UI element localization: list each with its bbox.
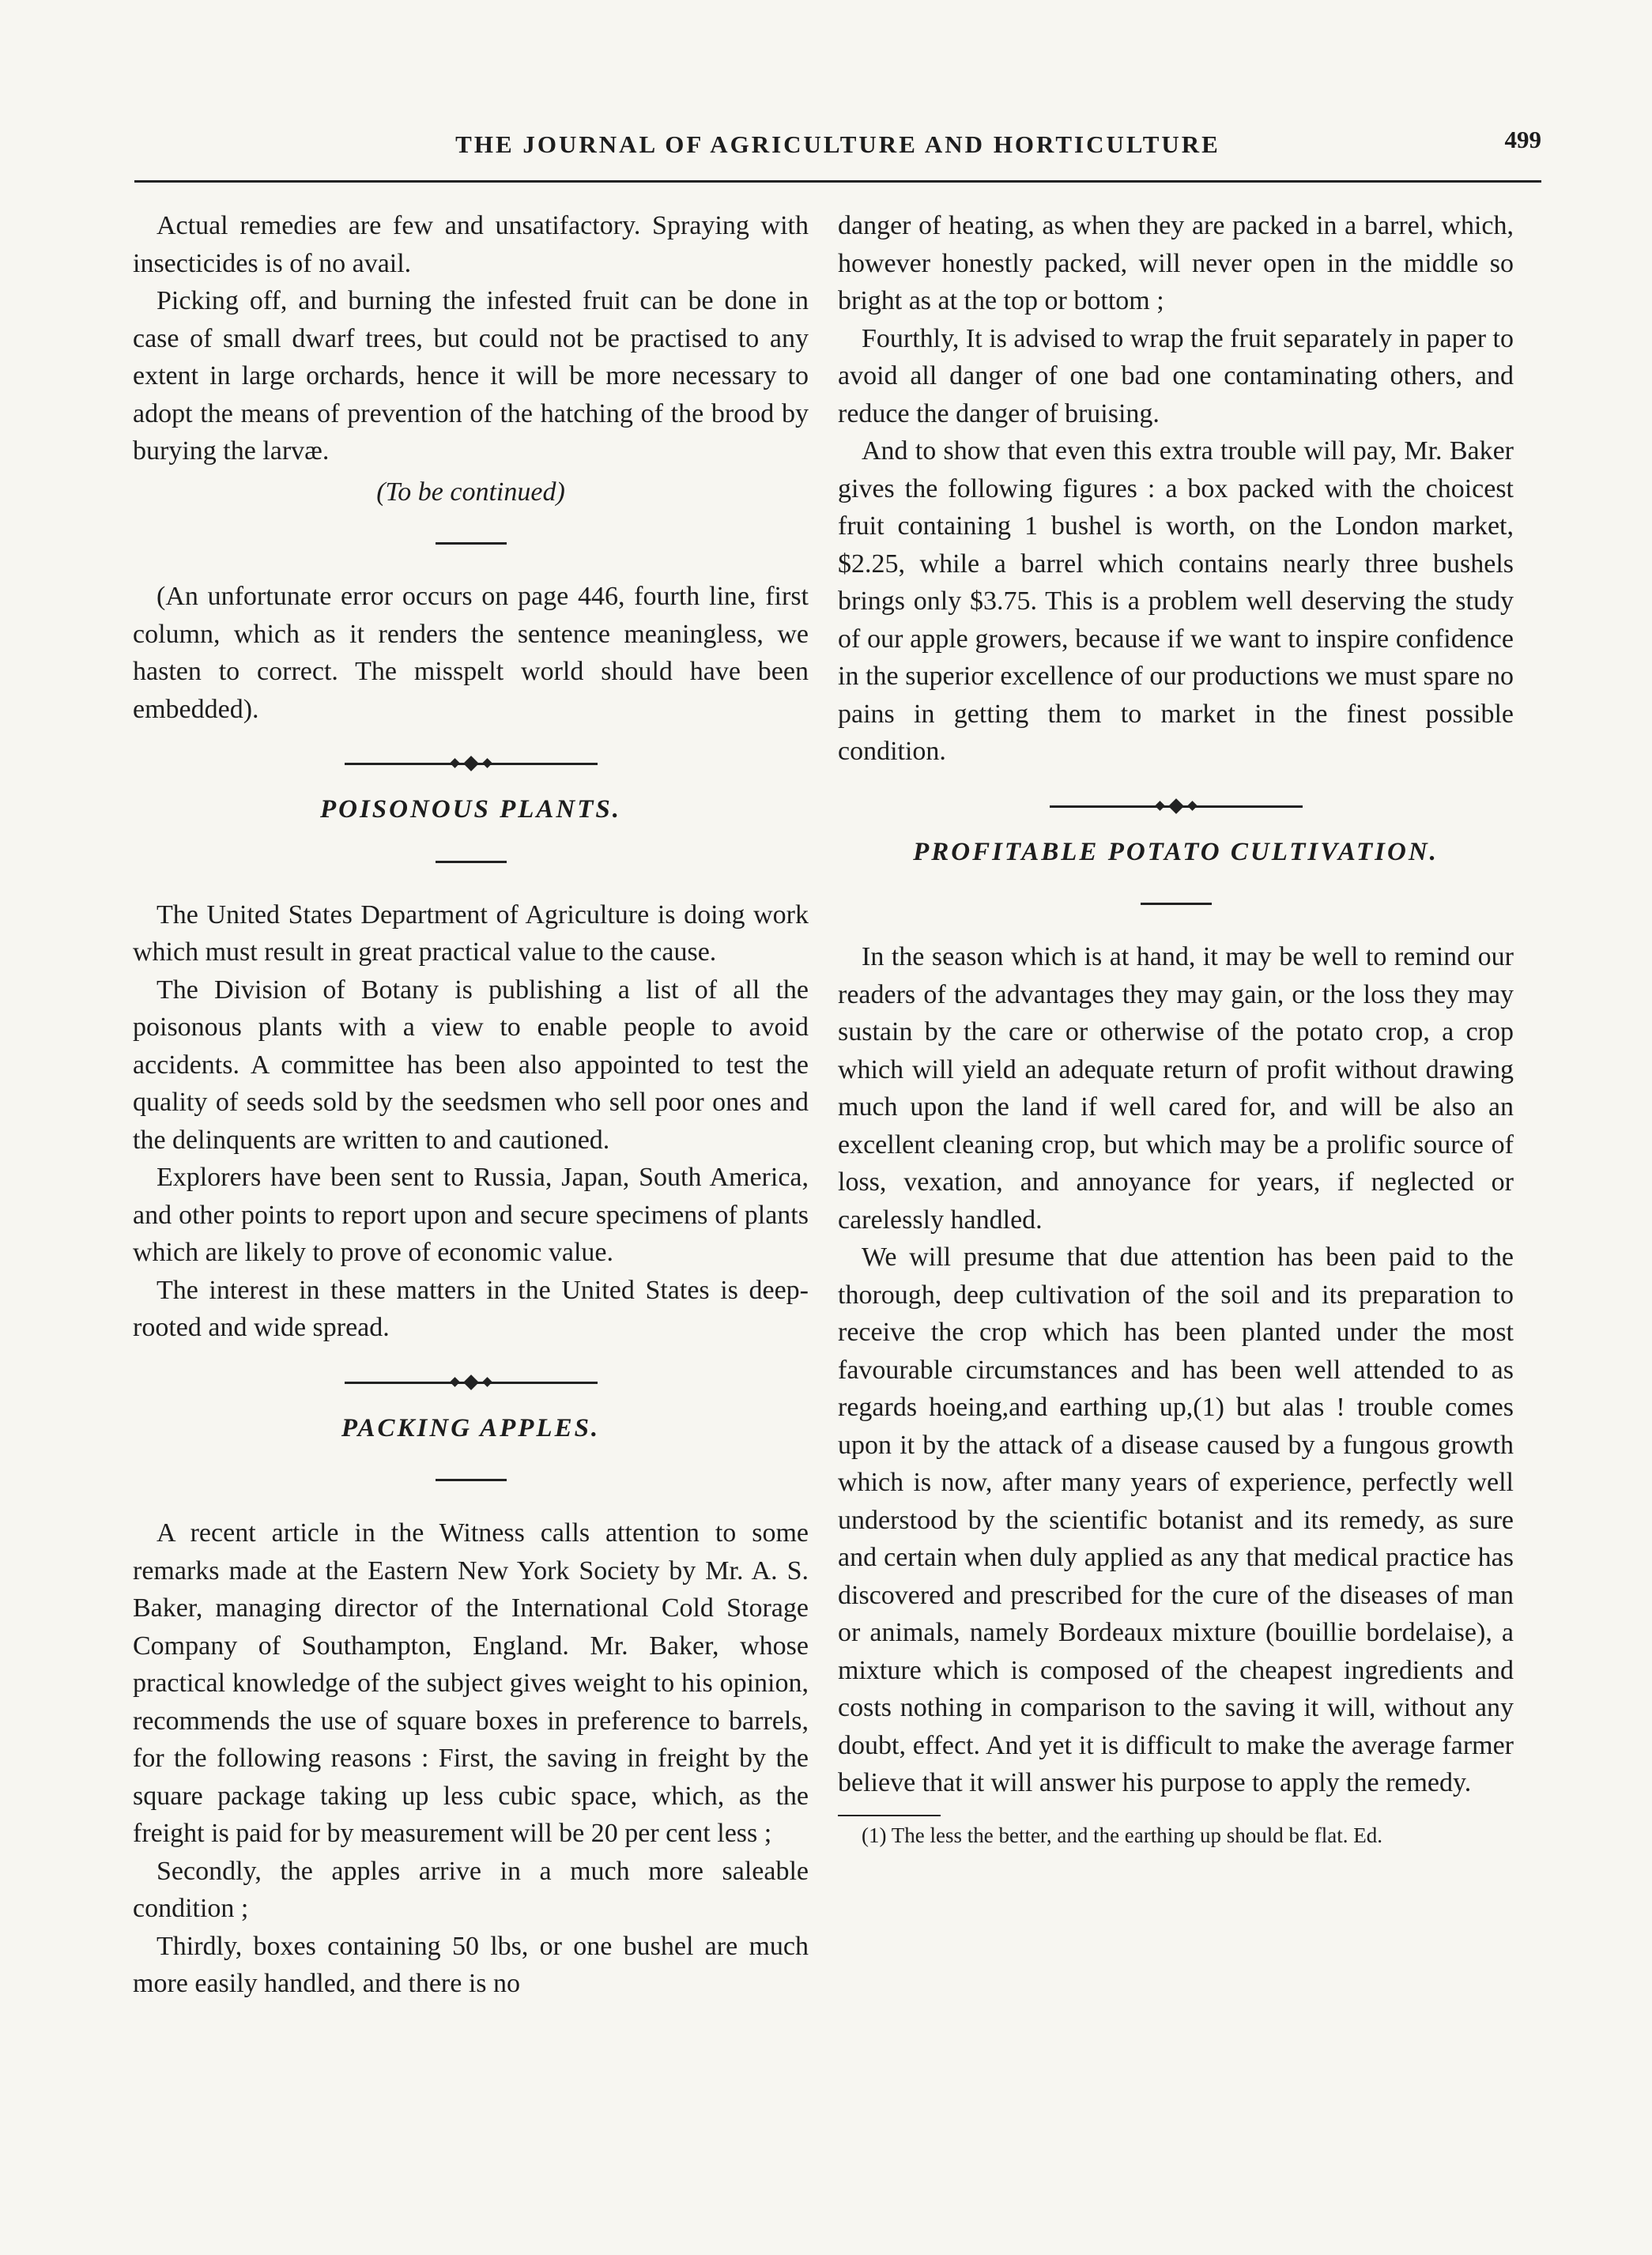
page-number: 499 (1504, 126, 1541, 153)
paragraph: A recent article in the Witness calls attention to some remarks made at the Eastern New York Society by Mr. A. S. Baker, managing director of the International Cold Storage Company of Southampton, England. Mr. Baker, whose practical knowledge of the subject gives weight to his opinion, recommends the use of square boxes in preference to barrels, for the following reasons : First, the saving in freight by the square package taking up less cubic space, which, as the freight is paid for by measurement will be 20 per cent less ; (133, 1518, 809, 1848)
paragraph: The interest in these matters in the United States is deep-rooted and wide spread. (133, 1275, 809, 1342)
paragraph: Thirdly, boxes containing 50 lbs, or one bushel are much more easily handled, and there is no (133, 1931, 809, 1998)
paragraph: The United States Department of Agriculture is doing work which must result in great practical value to the cause. (133, 899, 809, 967)
header-rule (134, 180, 1541, 183)
paragraph: Actual remedies are few and unsatifactory. Spraying with insecticides is of no avail. (133, 211, 809, 278)
divider (436, 861, 507, 863)
erratum-note: (An unfortunate error occurs on page 446, fourth line, first column, which as it renders the sentence meaningless, we hasten to correct. The misspelt world should have been embedded). (133, 582, 809, 724)
left-column (133, 207, 809, 2003)
section-title: PROFITABLE POTATO CULTIVATION. (913, 837, 1439, 866)
continued-note: (To be continued) (376, 477, 565, 507)
footnote: (1) The less the better, and the earthing up should be flat. Ed. (862, 1823, 1382, 1847)
running-head: THE JOURNAL OF AGRICULTURE AND HORTICULTURE (455, 130, 1220, 158)
page-header (134, 123, 1541, 170)
divider (436, 542, 507, 545)
right-column (838, 207, 1514, 1850)
paragraph: Explorers have been sent to Russia, Japan, South America, and other points to report upon and secure specimens of plants which are likely to prove of economic value. (133, 1163, 809, 1267)
paragraph: Secondly, the apples arrive in a much more saleable condition ; (133, 1856, 809, 1923)
paragraph: And to show that even this extra trouble will pay, Mr. Baker gives the following figures : a box packed with the choicest fruit containing 1 bushel is worth, on the London market, $2.25, while a barrel which contains nearly three bushels brings only $3.75. This is a problem well deserving the study of our apple growers, because if we want to inspire confidence in the superior excellence of our productions we must spare no pains in getting them to market in the finest possible condition. (838, 436, 1514, 766)
paragraph: Fourthly, It is advised to wrap the fruit separately in paper to avoid all danger of one bad one contaminating others, and reduce the danger of bruising. (838, 323, 1514, 428)
paragraph: We will presume that due attention has been paid to the thorough, deep cultivation of the soil and its preparation to receive the crop which has been planted under the most favourable circumstances and has been well attended to as regards hoeing,and earthing up,(1) but alas ! trouble comes upon it by the attack of a disease caused by a fungous growth which is now, after many years of experience, perfectly well understood by the scientific botanist and its remedy, as sure and certain when duly applied as any that medical practice has discovered and prescribed for the cure of the diseases of man or animals, namely Bordeaux mixture (bouillie bordelaise), a mixture which is composed of the cheapest ingredients and costs nothing in comparison to the saving it will, without any doubt, effect. And yet it is difficult to make the average farmer believe that it will answer his purpose to apply the remedy. (838, 1243, 1514, 1797)
paragraph: Picking off, and burning the infested fruit can be done in case of small dwarf trees, but could not be practised to any extent in large orchards, hence it will be more necessary to adopt the means of prevention of the hatching of the brood by burying the larvæ. (133, 286, 809, 466)
divider (1141, 903, 1212, 905)
section-ornament (1050, 798, 1303, 815)
section-ornament (345, 1374, 598, 1391)
paragraph: In the season which is at hand, it may be well to remind our readers of the advantages they may gain, or the loss they may sustain by the care or otherwise of the potato crop, a crop which will yield an adequate return of profit without drawing much upon the land if well cared for, and will be also an excellent cleaning crop, but which may be a prolific source of loss, vexation, and annoyance for years, if neglected or carelessly handled. (838, 942, 1514, 1235)
section-title: PACKING APPLES. (341, 1413, 601, 1442)
section-title: POISONOUS PLANTS. (319, 795, 622, 824)
paragraph: danger of heating, as when they are packed in a barrel, which, however honestly packed, will never open in the middle so bright as at the top or bottom ; (838, 211, 1514, 315)
footnote-rule (838, 1815, 941, 1816)
divider (436, 1479, 507, 1481)
section-ornament (345, 755, 598, 772)
paragraph: The Division of Botany is publishing a list of all the poisonous plants with a view to enable people to avoid accidents. A committee has been also appointed to test the quality of seeds sold by the seedsmen who sell poor ones and the delinquents are written to and cautioned. (133, 975, 809, 1155)
